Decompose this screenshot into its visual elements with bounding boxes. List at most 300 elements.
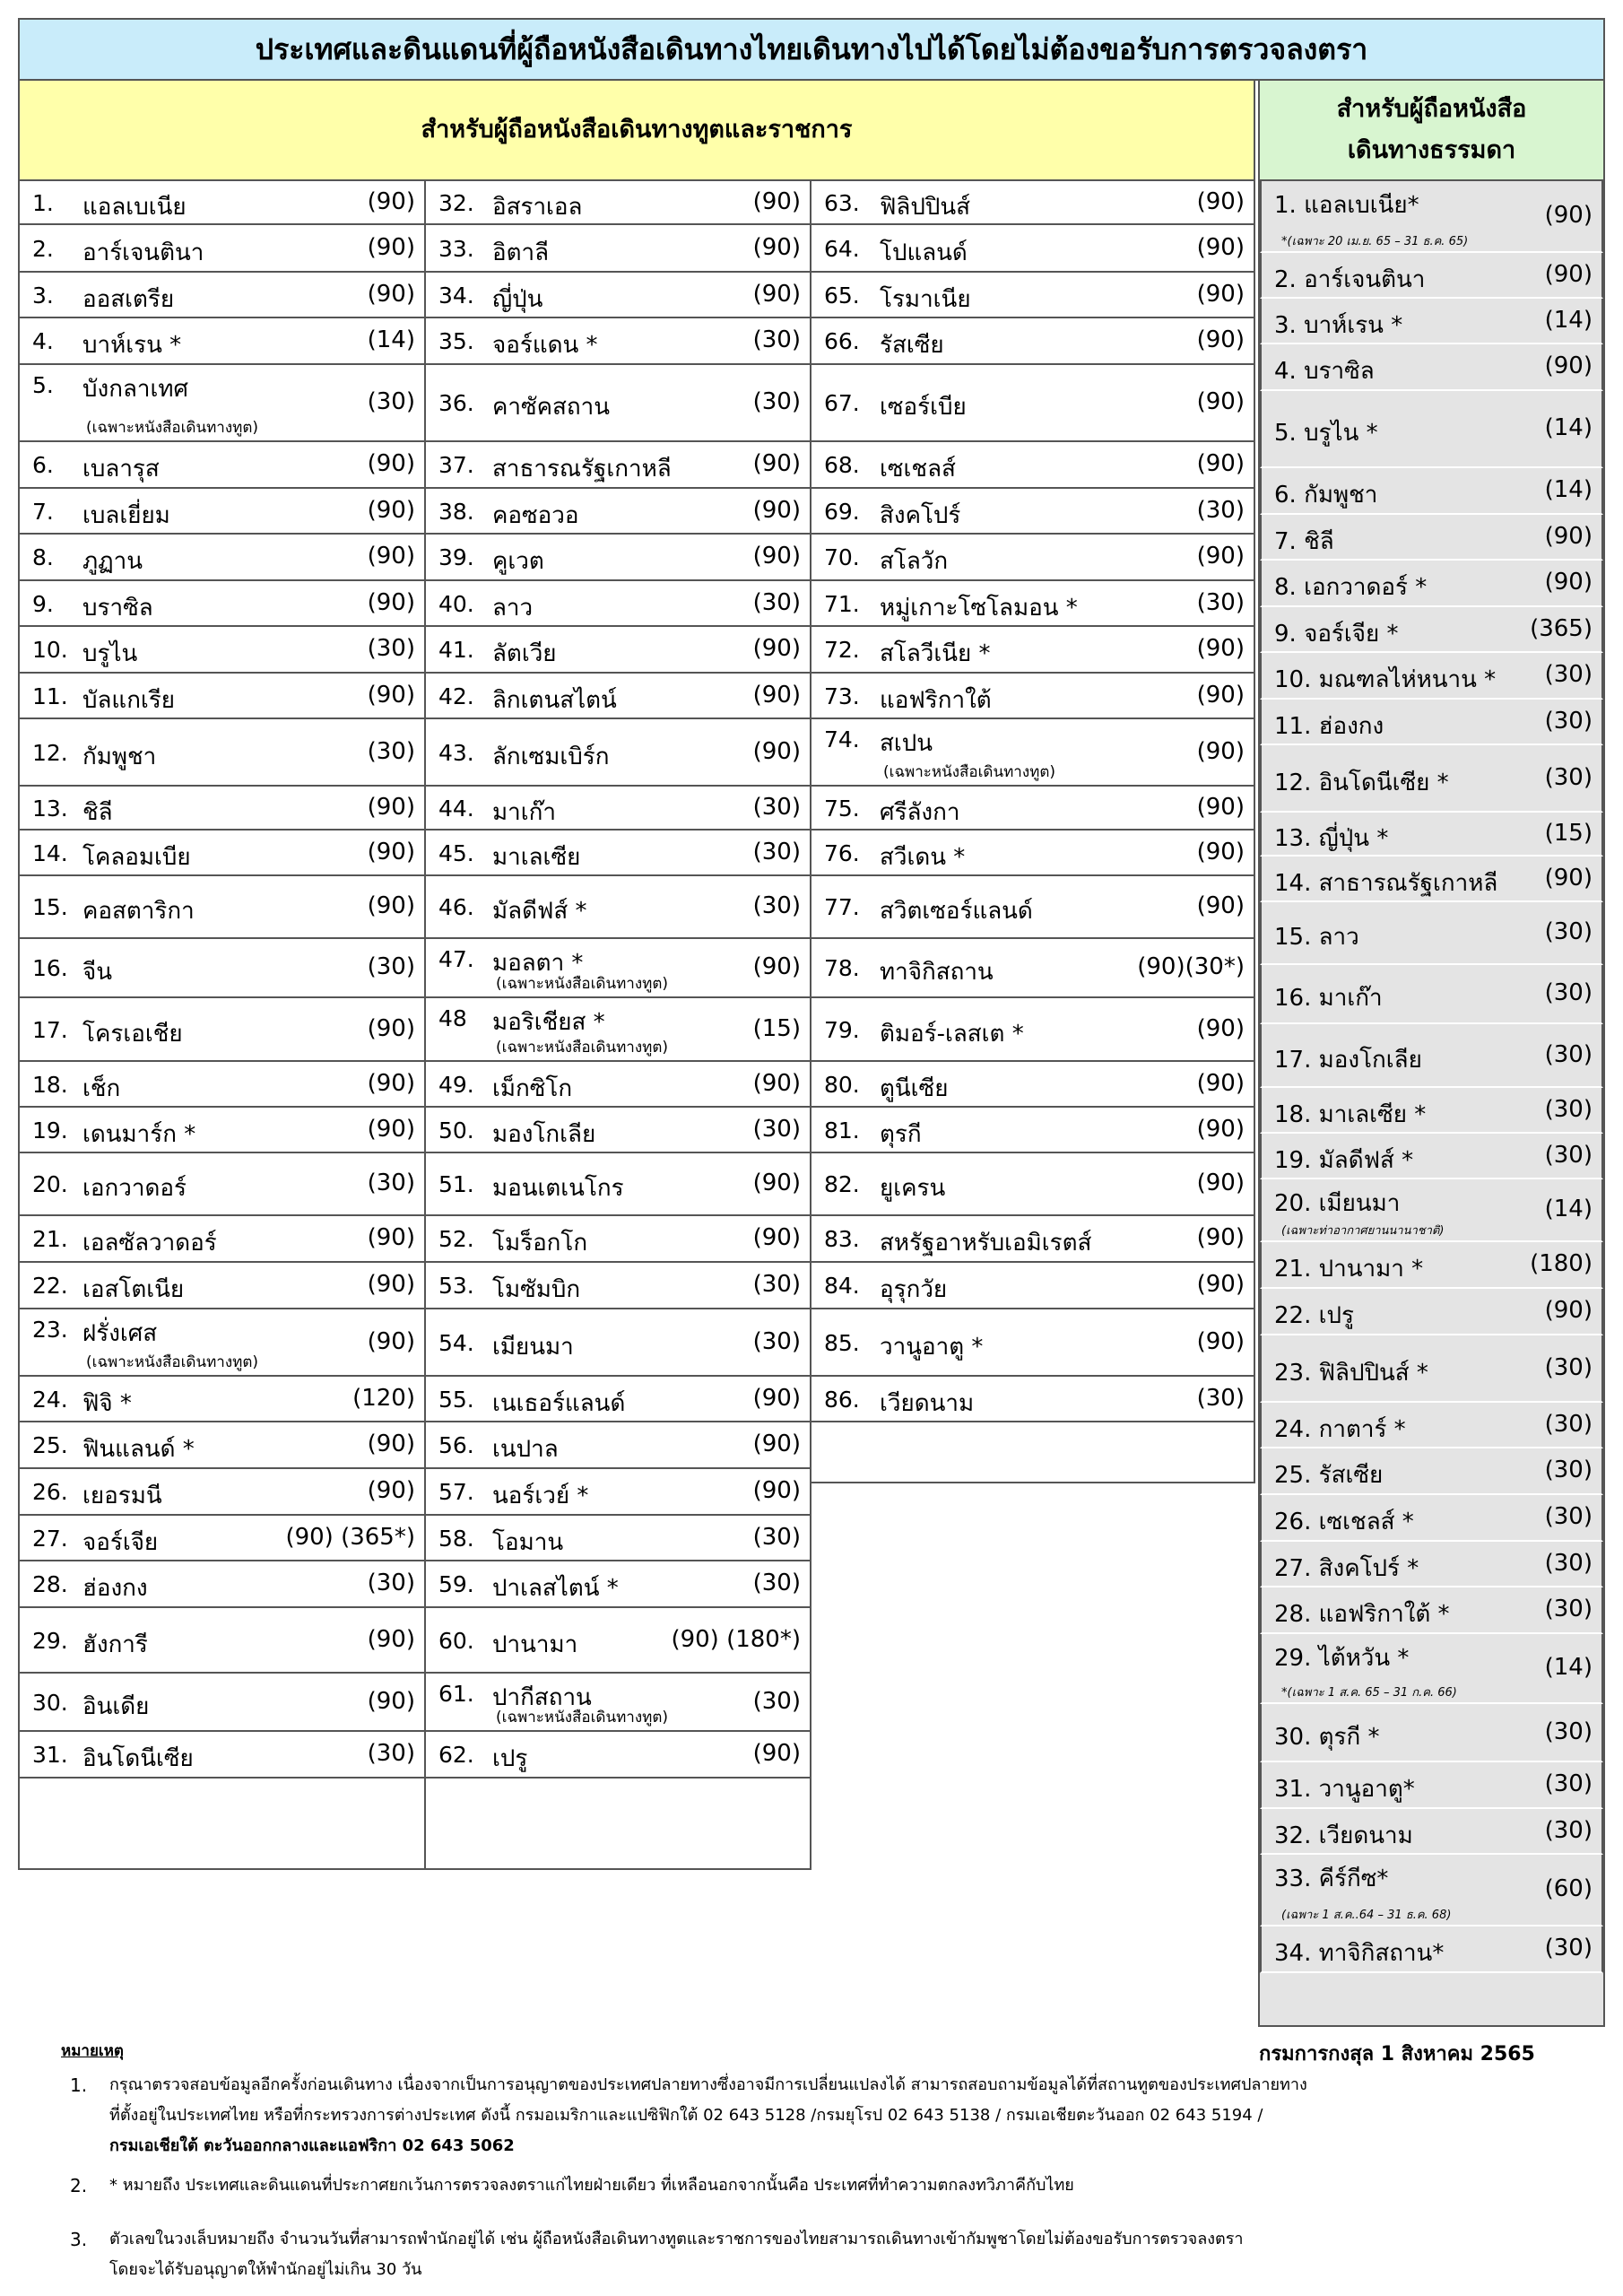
days-allowed: (90) [1196, 635, 1245, 662]
days-allowed: (90) [367, 589, 415, 616]
country-label: คีร์กีซ* [1318, 1866, 1389, 1892]
country-label: มาเก๊า [1318, 985, 1383, 1012]
country-name: แอฟริกาใต้ [880, 687, 992, 714]
table-row [1260, 700, 1603, 745]
country-label: เวียดนาม [1318, 1822, 1413, 1849]
days-allowed: (30) [1544, 1817, 1593, 1844]
row-number: 19. [1274, 1147, 1312, 1174]
table-row [426, 719, 810, 787]
days-allowed: (30) [367, 1570, 415, 1596]
row-number: 27. [32, 1526, 68, 1552]
row-number: 84. [824, 1273, 860, 1299]
remarks-title: หมายเหตุ [61, 2042, 124, 2060]
row-note: (เฉพาะท่าอากาศยานนานาชาติ) [1281, 1224, 1445, 1238]
table-row [426, 627, 810, 674]
days-allowed: (90) [1544, 569, 1593, 596]
table-row [20, 489, 424, 535]
table-row [426, 1561, 810, 1608]
country-name: เมียนมา [492, 1334, 574, 1361]
row-number: 4. [32, 328, 54, 354]
country-name: อิสราเอล [492, 194, 583, 221]
days-allowed: (90) [1196, 1224, 1245, 1251]
table-row [1260, 181, 1603, 253]
table-row [20, 719, 424, 787]
table-row [812, 939, 1254, 998]
country-name: สเปน [880, 730, 933, 757]
row-note: *(เฉพาะ 20 เม.ย. 65 – 31 ธ.ค. 65) [1281, 235, 1469, 248]
country-name: หมู่เกาะโซโลมอน * [880, 595, 1078, 622]
days-allowed: (30) [1196, 1385, 1245, 1412]
table-row [812, 1377, 1254, 1422]
remark-number: 2. [70, 2175, 88, 2196]
table-row [20, 1732, 424, 1779]
row-number: 37. [438, 452, 474, 478]
row-number: 43. [438, 740, 474, 766]
row-number: 17. [1274, 1047, 1312, 1074]
days-allowed: (90) [367, 1688, 415, 1715]
table-row [812, 489, 1254, 535]
country-name: บรูไน [82, 640, 138, 667]
country-label: อาร์เจนตินา [1304, 266, 1426, 293]
row-number: 22. [32, 1273, 68, 1299]
table-row [20, 1216, 424, 1263]
country-name: เอสโตเนีย [82, 1276, 185, 1303]
country-name: ออสเตรีย [82, 286, 175, 313]
row-number: 36. [438, 390, 474, 416]
table-row [1260, 1024, 1603, 1088]
table-row [20, 627, 424, 674]
table-row [426, 1608, 810, 1674]
table-row [1260, 1634, 1603, 1704]
table-row [20, 581, 424, 627]
country-name [1274, 1096, 1426, 1133]
country-label: ญี่ปุ่น * [1318, 825, 1389, 852]
country-name [1274, 414, 1378, 451]
days-allowed: (90) [752, 281, 801, 308]
country-name: เดนมาร์ก * [82, 1121, 196, 1148]
days-allowed: (90) [367, 543, 415, 570]
days-allowed: (120) [352, 1385, 415, 1412]
remark-item [70, 2070, 1325, 2161]
country-name: ปานามา [492, 1631, 578, 1658]
country-name: ฟิลิปปินส์ [880, 194, 970, 221]
days-allowed: (90) [752, 738, 801, 765]
row-number: 20. [32, 1171, 68, 1197]
table-row [812, 318, 1254, 365]
table-row [1260, 253, 1603, 299]
row-number: 67. [824, 390, 860, 416]
days-allowed: (90) [1196, 388, 1245, 415]
country-name: เนปาล [492, 1436, 559, 1463]
row-number: 79. [824, 1017, 860, 1043]
table-row [426, 939, 810, 998]
table-row [20, 318, 424, 365]
days-allowed: (90) [1544, 1297, 1593, 1324]
table-row [1260, 1542, 1603, 1587]
country-name: โมซัมบิก [492, 1276, 581, 1303]
days-allowed: (14) [1544, 307, 1593, 334]
country-name: ลิกเตนสไตน์ [492, 687, 617, 714]
days-allowed: (90) [367, 1626, 415, 1653]
country-name [1274, 708, 1384, 744]
days-allowed: (15) [1544, 820, 1593, 847]
table-row [426, 1422, 810, 1469]
table-row [1260, 1762, 1603, 1809]
row-number: 12. [1274, 770, 1312, 796]
row-number: 9. [1274, 621, 1297, 648]
days-allowed: (30) [752, 839, 801, 865]
remark-number: 3. [70, 2229, 88, 2250]
row-number: 40. [438, 591, 474, 617]
days-allowed: (90) [367, 794, 415, 821]
table-row [1260, 965, 1603, 1024]
days-allowed: (90) [752, 1431, 801, 1457]
remark-line: กรมเอเชียใต้ ตะวันออกกลางและแอฟริกา 02 643 5062 [109, 2136, 515, 2155]
row-number: 64. [824, 236, 860, 262]
country-label: ลาว [1318, 924, 1359, 951]
country-name [1274, 1639, 1409, 1676]
table-row [1260, 299, 1603, 344]
row-note: (เฉพาะหนังสือเดินทางทูต) [86, 1353, 259, 1371]
table-row [426, 581, 810, 627]
remark-line: กรุณาตรวจสอบข้อมูลอีกครั้งก่อนเดินทาง เนื่องจากเป็นการอนุญาตของประเทศปลายทางซึ่งอาจมีการเปลี่ยนแปลงได้ สามารถสอบถามข้อมูลได้ที่สถานทูตของประเทศปลายทาง [109, 2075, 1307, 2094]
row-number: 48 [438, 1005, 467, 1031]
row-number: 32. [438, 190, 474, 216]
table-row [812, 1062, 1254, 1108]
days-allowed: (90) [752, 1224, 801, 1251]
table-row [812, 535, 1254, 581]
table-row [812, 1216, 1254, 1263]
row-number: 63. [824, 190, 860, 216]
table-row [426, 1469, 810, 1516]
table-row [20, 1469, 424, 1516]
table-row [1260, 1704, 1603, 1762]
country-name: อาร์เจนตินา [82, 239, 204, 266]
table-row [426, 1732, 810, 1779]
table-row [20, 1263, 424, 1309]
row-number: 45. [438, 840, 474, 866]
country-label: เอกวาดอร์ * [1304, 574, 1428, 601]
days-allowed: (90) (180*) [671, 1626, 801, 1653]
row-number: 56. [438, 1432, 474, 1458]
row-number: 73. [824, 683, 860, 709]
days-allowed: (90) [367, 1015, 415, 1042]
row-number: 60. [438, 1628, 474, 1654]
row-number: 19. [32, 1118, 68, 1144]
country-name: ติมอร์-เลสเต * [880, 1021, 1024, 1048]
table-row [812, 581, 1254, 627]
country-name: อิตาลี [492, 239, 550, 266]
row-number: 13. [1274, 825, 1312, 852]
table-row [426, 998, 810, 1062]
days-allowed: (30) [367, 953, 415, 980]
country-name: เอลซัลวาดอร์ [82, 1230, 217, 1257]
country-name [1274, 476, 1377, 513]
country-name: โรมาเนีย [880, 286, 971, 313]
table-row [1260, 1587, 1603, 1634]
country-name: ศรีลังกา [880, 799, 960, 826]
row-number: 29. [1274, 1645, 1312, 1672]
row-number: 82. [824, 1171, 860, 1197]
days-allowed: (90) [752, 234, 801, 261]
days-allowed: (90) [367, 839, 415, 865]
row-number: 38. [438, 499, 474, 525]
country-name: ลาว [492, 595, 534, 622]
days-allowed: (90) [752, 1170, 801, 1196]
remark-item [70, 2170, 1325, 2201]
days-allowed: (90) [1196, 738, 1245, 765]
days-allowed: (30) [1544, 979, 1593, 1006]
column-diplomatic-1 [18, 181, 426, 1870]
days-allowed: (90) [752, 543, 801, 570]
days-allowed: (30) [752, 1271, 801, 1298]
table-row [1260, 1495, 1603, 1542]
table-row [1260, 653, 1603, 700]
days-allowed: (90) [752, 635, 801, 662]
row-number: 71. [824, 591, 860, 617]
country-label: สิงคโปร์ * [1318, 1555, 1419, 1582]
days-allowed: (90) [1196, 234, 1245, 261]
row-number: 18. [32, 1072, 68, 1098]
table-row [1260, 391, 1603, 468]
row-number: 23. [32, 1317, 68, 1343]
country-name: เปรู [492, 1745, 528, 1772]
days-allowed: (30) [1196, 589, 1245, 616]
days-allowed: (90) [1196, 450, 1245, 477]
row-number: 28. [32, 1571, 68, 1597]
days-allowed: (14) [1544, 1196, 1593, 1222]
country-label: เซเชลส์ * [1318, 1509, 1414, 1535]
table-row [426, 1153, 810, 1216]
table-row [426, 318, 810, 365]
row-number: 25. [32, 1432, 68, 1458]
row-number: 66. [824, 328, 860, 354]
days-allowed: (90) [1196, 839, 1245, 865]
country-name: มอริเชียส * [492, 1009, 605, 1036]
days-allowed: (90) [1196, 281, 1245, 308]
table-row [20, 1377, 424, 1422]
country-name: เช็ก [82, 1075, 121, 1102]
table-row [812, 1309, 1254, 1377]
page-title: ประเทศและดินแดนที่ผู้ถือหนังสือเดินทางไทยเดินทางไปได้โดยไม่ต้องขอรับการตรวจลงตรา [18, 18, 1605, 81]
days-allowed: (90) [752, 682, 801, 709]
table-row [1260, 1809, 1603, 1855]
country-name: โปแลนด์ [880, 239, 968, 266]
table-row [1260, 1289, 1603, 1335]
country-name: จีน [82, 959, 113, 986]
country-name: ฝรั่งเศส [82, 1320, 158, 1347]
table-row [426, 535, 810, 581]
country-name: เซอร์เบีย [880, 394, 967, 421]
days-allowed: (90) [367, 1477, 415, 1504]
country-name: บาห์เรน * [82, 332, 182, 359]
row-number: 47. [438, 946, 474, 972]
days-allowed: (90) [752, 188, 801, 215]
days-allowed: (30) [752, 388, 801, 415]
row-number: 80. [824, 1072, 860, 1098]
days-allowed: (90) [1196, 1015, 1245, 1042]
row-number: 8. [32, 544, 54, 570]
row-number: 21. [1274, 1256, 1312, 1283]
row-number: 53. [438, 1273, 474, 1299]
country-name: โอมาน [492, 1529, 564, 1556]
country-name [1274, 1596, 1450, 1632]
table-row [20, 1608, 424, 1674]
table-row [1260, 902, 1603, 965]
country-label: มัลดีฟส์ * [1318, 1147, 1414, 1174]
country-name: แอลเบเนีย [82, 194, 187, 221]
country-name: อินโดนีเซีย [82, 1745, 194, 1772]
row-number: 7. [32, 499, 54, 525]
country-name [1274, 1411, 1406, 1448]
country-name [1274, 979, 1383, 1016]
department-date: กรมการกงสุล 1 สิงหาคม 2565 [1259, 2043, 1535, 2066]
row-number: 6. [1274, 482, 1297, 509]
row-number: 54. [438, 1330, 474, 1356]
days-allowed: (90) [752, 1477, 801, 1504]
row-number: 46. [438, 894, 474, 920]
header-ordinary-line-2: เดินทางธรรมดา [1347, 136, 1516, 164]
country-name: อินเดีย [82, 1693, 150, 1720]
row-number: 72. [824, 637, 860, 663]
country-name: ปาเลสไตน์ * [492, 1575, 619, 1602]
country-name: เบลารุส [82, 456, 160, 483]
country-label: อินโดนีเซีย * [1318, 770, 1449, 796]
country-name: โครเอเชีย [82, 1021, 183, 1048]
row-number: 41. [438, 637, 474, 663]
days-allowed: (90) [1196, 1116, 1245, 1143]
country-name [1274, 1185, 1400, 1222]
table-row [20, 535, 424, 581]
country-name [1274, 1770, 1415, 1807]
table-row [426, 1377, 810, 1422]
table-row [426, 1516, 810, 1561]
days-allowed: (90) [1544, 261, 1593, 288]
row-number: 20. [1274, 1190, 1312, 1217]
table-row [426, 831, 810, 876]
country-name: สหรัฐอาหรับเอมิเรตส์ [880, 1230, 1092, 1257]
country-name: เนเธอร์แลนด์ [492, 1390, 626, 1417]
table-row [426, 1309, 810, 1377]
row-number: 14. [1274, 870, 1312, 897]
column-diplomatic-3 [810, 181, 1255, 1483]
country-name: มาเลเซีย [492, 844, 581, 871]
days-allowed: (14) [1544, 414, 1593, 441]
days-allowed: (30) [1544, 764, 1593, 791]
row-number: 83. [824, 1226, 860, 1252]
row-number: 8. [1274, 574, 1297, 601]
table-row [20, 1108, 424, 1153]
days-allowed: (90) [752, 1740, 801, 1767]
days-allowed: (30) [752, 326, 801, 353]
country-name: ภูฏาน [82, 548, 143, 575]
row-number: 44. [438, 796, 474, 822]
country-name: โมร็อกโก [492, 1230, 588, 1257]
row-number: 4. [1274, 358, 1297, 385]
row-number: 3. [32, 283, 54, 309]
country-label: ไต้หวัน * [1318, 1645, 1410, 1672]
country-label: กาตาร์ * [1318, 1416, 1406, 1443]
remark-line: ตัวเลขในวงเล็บหมายถึง จำนวนวันที่สามารถพำนักอยู่ได้ เช่น ผู้ถือหนังสือเดินทางทูตและราชการของไทยสามารถเดินทางเข้ากัมพูชาโดยไม่ต้องขอรับการตรวจลงตรา [109, 2230, 1244, 2248]
country-name [1274, 1250, 1423, 1287]
row-number: 68. [824, 452, 860, 478]
row-number: 34. [438, 283, 474, 309]
country-label: ตุรกี * [1318, 1724, 1380, 1751]
days-allowed: (30) [1544, 1935, 1593, 1961]
days-allowed: (30) [752, 1570, 801, 1596]
table-row [1260, 857, 1603, 902]
country-label: บรูไน * [1304, 420, 1378, 447]
days-allowed: (90) [1196, 1271, 1245, 1298]
table-row [20, 831, 424, 876]
country-name: เอกวาดอร์ [82, 1175, 187, 1202]
country-name: จอร์เจีย [82, 1529, 159, 1556]
table-row [20, 273, 424, 318]
row-number: 7. [1274, 528, 1297, 555]
days-allowed: (30) [1544, 661, 1593, 688]
country-name: สโลวีเนีย * [880, 640, 991, 667]
column-diplomatic-2 [424, 181, 812, 1870]
days-allowed: (90) [1196, 543, 1245, 570]
table-row [1260, 1242, 1603, 1289]
days-allowed: (30) [367, 1740, 415, 1767]
country-name: คอสตาริกา [82, 898, 195, 925]
days-allowed: (90) [367, 892, 415, 919]
row-number: 39. [438, 544, 474, 570]
table-row [426, 181, 810, 225]
row-number: 70. [824, 544, 860, 570]
table-row [812, 787, 1254, 831]
country-name: เม็กซิโก [492, 1075, 573, 1102]
days-allowed: (30) [752, 1116, 801, 1143]
row-number: 27. [1274, 1555, 1312, 1582]
row-number: 26. [1274, 1509, 1312, 1535]
row-number: 42. [438, 683, 474, 709]
table-row [426, 1062, 810, 1108]
country-name: ญี่ปุ่น [492, 286, 543, 313]
country-label: แอลเบเนีย* [1304, 192, 1419, 219]
table-row [20, 225, 424, 273]
table-row [1260, 344, 1603, 391]
remark-text [109, 2070, 1347, 2161]
row-number: 78. [824, 955, 860, 981]
row-number: 12. [32, 740, 68, 766]
days-allowed: (90) [367, 1070, 415, 1097]
table-row [812, 225, 1254, 273]
days-allowed: (90) [752, 450, 801, 477]
row-number: 35. [438, 328, 474, 354]
days-allowed: (30) [1544, 1596, 1593, 1622]
row-number: 1. [32, 190, 54, 216]
table-row [1260, 1179, 1603, 1242]
table-row [426, 489, 810, 535]
table-row [20, 787, 424, 831]
country-name [1274, 1457, 1383, 1493]
row-number: 61. [438, 1681, 474, 1707]
country-name: คอซอวอ [492, 502, 579, 529]
country-label: กัมพูชา [1304, 482, 1378, 509]
table-row [1260, 745, 1603, 813]
row-note: (เฉพาะหนังสือเดินทางทูต) [496, 975, 669, 993]
days-allowed: (30) [367, 635, 415, 662]
country-label: ปานามา * [1318, 1256, 1424, 1283]
table-row [812, 998, 1254, 1062]
table-row [426, 225, 810, 273]
days-allowed: (15) [752, 1015, 801, 1042]
country-name: เยอรมนี [82, 1483, 162, 1509]
row-note: (เฉพาะ 1 ส.ค..64 – 31 ธ.ค. 68) [1281, 1909, 1452, 1922]
table-row [20, 1309, 424, 1377]
